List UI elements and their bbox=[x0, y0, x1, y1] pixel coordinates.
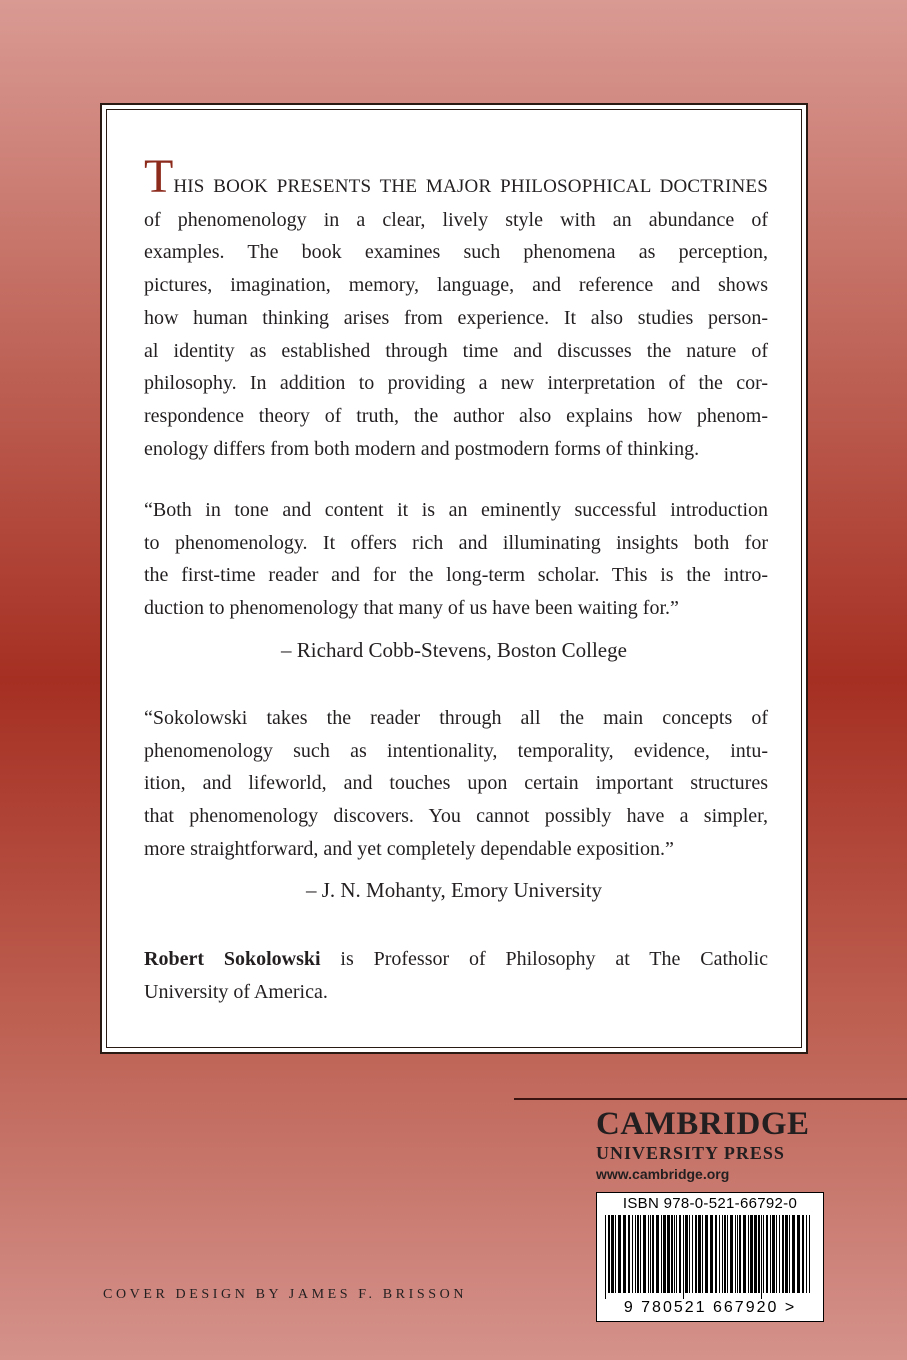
barcode-digits: 9 780521 667920 > bbox=[623, 1299, 797, 1316]
barcode-bar bbox=[685, 1215, 688, 1293]
barcode-bar bbox=[663, 1215, 666, 1293]
barcode-bar bbox=[623, 1215, 626, 1293]
barcode-bar bbox=[766, 1215, 768, 1293]
publisher-url: www.cambridge.org bbox=[596, 1166, 730, 1182]
barcode-bar bbox=[785, 1215, 788, 1293]
quote-attribution: – J. N. Mohanty, Emory University bbox=[305, 878, 603, 902]
blurb bbox=[144, 150, 768, 465]
quote-line: to phenomenology. It offers rich and illuminating insights both for bbox=[144, 531, 768, 554]
barcode-bar bbox=[648, 1215, 649, 1293]
barcode-bar bbox=[772, 1215, 775, 1293]
publisher-rule bbox=[514, 1098, 907, 1100]
barcode-bar bbox=[676, 1215, 677, 1293]
barcode-bar bbox=[758, 1215, 760, 1293]
barcode-bar bbox=[705, 1215, 708, 1293]
isbn-label: ISBN 978-0-521-66792-0 bbox=[622, 1195, 798, 1212]
blurb-line: of phenomenology in a clear, lively style with an abundance of bbox=[144, 208, 768, 231]
quote-mohanty bbox=[144, 702, 768, 866]
barcode-bar bbox=[695, 1215, 697, 1293]
barcode-bar bbox=[683, 1215, 684, 1299]
publisher-logo: CAMBRIDGE bbox=[596, 1106, 810, 1142]
barcode-bar bbox=[792, 1215, 795, 1293]
quote-line: phenomenology such as intentionality, temporality, evidence, intu- bbox=[144, 739, 768, 762]
barcode-bar bbox=[735, 1215, 736, 1293]
quote-line: “Both in tone and content it is an eminently successful introduction bbox=[144, 499, 768, 521]
barcode-bar bbox=[737, 1215, 738, 1293]
barcode-bar bbox=[615, 1215, 616, 1293]
barcode-bar bbox=[640, 1215, 641, 1293]
barcode-bar bbox=[806, 1215, 807, 1293]
drop-cap: T bbox=[144, 150, 174, 203]
blurb-line: examples. The book examines such phenomena as perception, bbox=[144, 241, 768, 264]
barcode-bar bbox=[763, 1215, 764, 1293]
barcode-bar bbox=[652, 1215, 654, 1293]
barcode-bar bbox=[671, 1215, 673, 1293]
blurb-line: enology differs from both modern and postmodern forms of thinking. bbox=[144, 437, 700, 460]
barcode-bar bbox=[750, 1215, 753, 1293]
barcode-bar bbox=[770, 1215, 771, 1293]
bio-line: University of America. bbox=[144, 980, 328, 1003]
barcode-bar bbox=[719, 1215, 720, 1293]
barcode-bar bbox=[779, 1215, 780, 1293]
barcode-bar bbox=[656, 1215, 659, 1293]
barcode-bar bbox=[650, 1215, 651, 1293]
barcode-bar bbox=[702, 1215, 703, 1293]
blurb-line: pictures, imagination, memory, language, and reference and shows bbox=[144, 274, 768, 297]
barcode-bar bbox=[674, 1215, 675, 1293]
quote-line: more straightforward, and yet completely dependable exposition.” bbox=[144, 837, 674, 860]
barcode-bar bbox=[739, 1215, 741, 1293]
barcode-bar bbox=[661, 1215, 662, 1293]
barcode-bar bbox=[643, 1215, 646, 1293]
blurb-line: al identity as established through time and discusses the nature of bbox=[144, 339, 768, 362]
barcode-bar bbox=[692, 1215, 693, 1293]
barcode-bar bbox=[776, 1215, 777, 1293]
barcode-bar bbox=[667, 1215, 670, 1293]
barcode-bar bbox=[698, 1215, 701, 1293]
barcode-bar bbox=[635, 1215, 636, 1293]
barcode-bar bbox=[618, 1215, 621, 1293]
barcode-bar bbox=[722, 1215, 723, 1293]
barcode-bar bbox=[637, 1215, 639, 1293]
barcode-bar bbox=[710, 1215, 713, 1293]
quote-line: that phenomenology discovers. You cannot possibly have a simpler, bbox=[144, 805, 768, 828]
barcode-bar bbox=[782, 1215, 784, 1293]
quote-line: duction to phenomenology that many of us have been waiting for.” bbox=[144, 597, 679, 620]
quote-attribution: – Richard Cobb-Stevens, Boston College bbox=[281, 638, 627, 662]
barcode-bar bbox=[809, 1215, 810, 1293]
blurb-line: respondence theory of truth, the author also explains how phenom- bbox=[144, 404, 768, 427]
barcode-bar bbox=[797, 1215, 800, 1293]
barcode-bar bbox=[754, 1215, 757, 1293]
blurb-first-line: THIS BOOK PRESENTS THE MAJOR PHILOSOPHICAL DOCTRINES bbox=[144, 150, 768, 203]
barcode-bar bbox=[789, 1215, 790, 1293]
barcode-bar bbox=[748, 1215, 749, 1293]
barcode-bar bbox=[761, 1215, 762, 1299]
barcode-bar bbox=[715, 1215, 717, 1293]
barcode-bar bbox=[608, 1215, 610, 1293]
quote-line: the first-time reader and for the long-term scholar. This is the intro- bbox=[144, 564, 768, 587]
blurb-line: how human thinking arises from experience. It also studies person- bbox=[144, 306, 768, 329]
barcode-bar bbox=[605, 1215, 606, 1299]
cover-credit: COVER DESIGN BY JAMES F. BRISSON bbox=[103, 1287, 468, 1302]
bio-line: Robert Sokolowski is Professor of Philosophy at The Catholic bbox=[144, 948, 768, 970]
barcode-bar bbox=[802, 1215, 804, 1293]
isbn-barcode bbox=[596, 1192, 824, 1322]
back-cover-panel bbox=[100, 103, 808, 1054]
author-bio bbox=[144, 943, 768, 1008]
barcode-bar bbox=[632, 1215, 633, 1293]
barcode-bar bbox=[743, 1215, 746, 1293]
author-name: Robert Sokolowski bbox=[144, 948, 321, 970]
barcode-bar bbox=[724, 1215, 726, 1293]
barcode-bars bbox=[603, 1215, 817, 1299]
blurb-line: philosophy. In addition to providing a new interpretation of the cor- bbox=[144, 372, 768, 395]
quote-line: ition, and lifeworld, and touches upon certain important structures bbox=[144, 772, 768, 795]
quote-cobb-stevens bbox=[144, 494, 768, 625]
publisher-subtitle: UNIVERSITY PRESS bbox=[596, 1143, 785, 1163]
barcode-bar bbox=[679, 1215, 681, 1293]
barcode-bar bbox=[730, 1215, 733, 1293]
barcode-bar bbox=[727, 1215, 728, 1293]
barcode-bar bbox=[611, 1215, 614, 1293]
barcode-bar bbox=[689, 1215, 690, 1293]
barcode-bar bbox=[628, 1215, 630, 1293]
quote-line: “Sokolowski takes the reader through all the main concepts of bbox=[144, 707, 768, 729]
